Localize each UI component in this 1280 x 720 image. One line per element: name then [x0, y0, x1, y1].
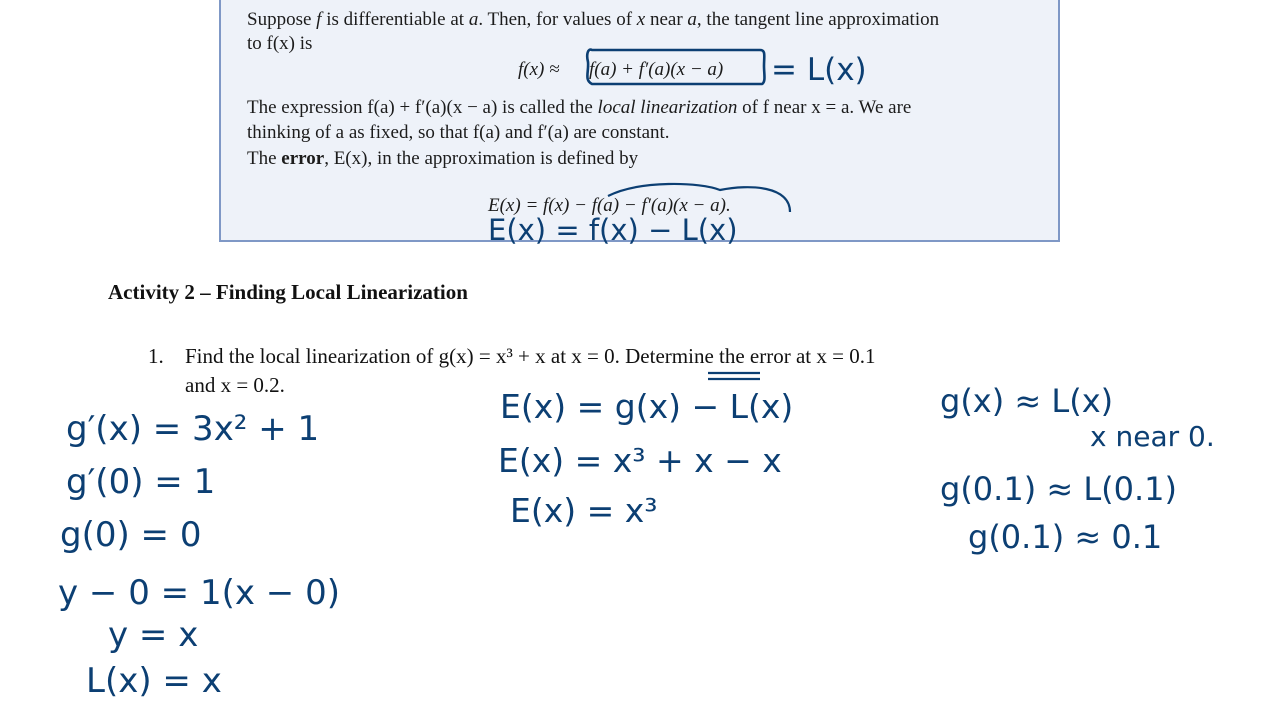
error-brace-stroke — [608, 184, 790, 212]
definition-line-4: The expression f(a) + f′(a)(x − a) is called the local linearization of f near x = a. We are — [247, 97, 912, 118]
question-line-1: Find the local linearization of g(x) = x³ + x at x = 0. Determine the error at x = 0.1 — [185, 344, 876, 368]
hw-box-note: = L(x) — [771, 52, 867, 88]
question-number: 1. — [148, 344, 164, 368]
hw-left-5: L(x) = x — [86, 661, 222, 701]
hw-box-error: E(x) = f(x) − L(x) — [488, 213, 738, 247]
hw-left-1: g′(0) = 1 — [66, 462, 216, 502]
definition-line-2: to f(x) is — [247, 33, 313, 54]
formula-box-outline — [587, 50, 764, 84]
hw-right-0: g(x) ≈ L(x) — [940, 382, 1114, 420]
hw-right-3: g(0.1) ≈ 0.1 — [968, 518, 1163, 556]
hw-middle-0: E(x) = g(x) − L(x) — [500, 387, 794, 426]
hw-middle-2: E(x) = x³ — [510, 491, 658, 530]
question-line-2: and x = 0.2. — [185, 373, 285, 397]
double-underline — [708, 373, 760, 379]
hw-left-2: g(0) = 0 — [60, 515, 202, 555]
definition-line-1: Suppose f is differentiable at a. Then, for values of x near a, the tangent line approximation — [247, 9, 940, 30]
hw-middle-1: E(x) = x³ + x − x — [498, 441, 782, 480]
definition-line-5: thinking of a as fixed, so that f(a) and f′(a) are constant. — [247, 122, 670, 143]
hw-left-4: y = x — [108, 615, 199, 655]
hw-right-1: x near 0. — [1090, 420, 1215, 453]
linearization-formula-left: f(x) ≈ — [518, 59, 560, 80]
hw-right-2: g(0.1) ≈ L(0.1) — [940, 470, 1178, 508]
error-formula: E(x) = f(x) − f(a) − f′(a)(x − a). — [488, 195, 731, 216]
activity-heading: Activity 2 – Finding Local Linearization — [108, 280, 468, 304]
linearization-formula-boxed: f(a) + f′(a)(x − a) — [589, 59, 724, 80]
definition-line-6: The error, E(x), in the approximation is defined by — [247, 148, 639, 169]
hw-left-3: y − 0 = 1(x − 0) — [58, 573, 340, 613]
hw-left-0: g′(x) = 3x² + 1 — [66, 409, 320, 449]
